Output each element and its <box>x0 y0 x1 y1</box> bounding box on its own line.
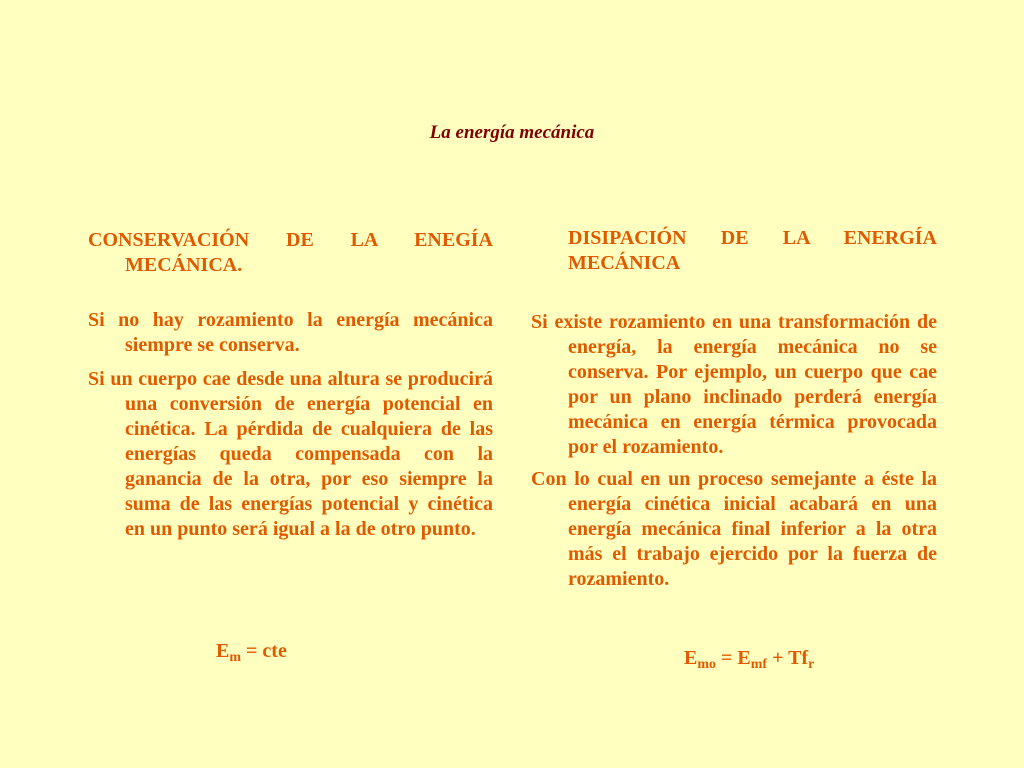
conservation-column <box>88 228 493 542</box>
conservation-paragraph-2: Si un cuerpo cae desde una altura se producirá una conversión de energía potencial en cinética. La pérdida de cualquiera de las energías queda compensada con la ganancia de la otra, por eso siempre la suma de las energías potencial y cinética en un punto será igual a la de otro punto. <box>88 368 493 540</box>
conservation-heading: CONSERVACIÓN DE LA ENEGÍA MECÁNICA. <box>88 229 493 276</box>
dissipation-heading <box>531 226 937 276</box>
dissipation-formula: $E_{mo} = E_{mf} + Tf_r$ <box>684 647 815 672</box>
dissipation-paragraph-2: Con lo cual en un proceso semejante a éste la energía cinética inicial acabará en una energía mecánica final inferior a la otra más el trabajo ejercido por la fuerza de rozamiento. <box>531 468 937 590</box>
dissipation-heading-line2: MECÁNICA <box>568 252 681 274</box>
dissipation-column <box>531 226 937 592</box>
conservation-formula: $E_m$ = cte <box>216 640 287 665</box>
conservation-paragraph-1: Si no hay rozamiento la energía mecánica siempre se conserva. <box>88 309 493 356</box>
slide-title: La energía mecánica <box>429 122 595 143</box>
dissipation-paragraph-1: Si existe rozamiento en una transformación de energía, la energía mecánica no se conserva. Por ejemplo, un cuerpo que cae por un plano inclinado perderá energía mecánica en energía térmica provocada por el rozamiento. <box>531 311 937 458</box>
dissipation-heading-line1: DISIPACIÓN DE LA ENERGÍA <box>568 227 937 249</box>
